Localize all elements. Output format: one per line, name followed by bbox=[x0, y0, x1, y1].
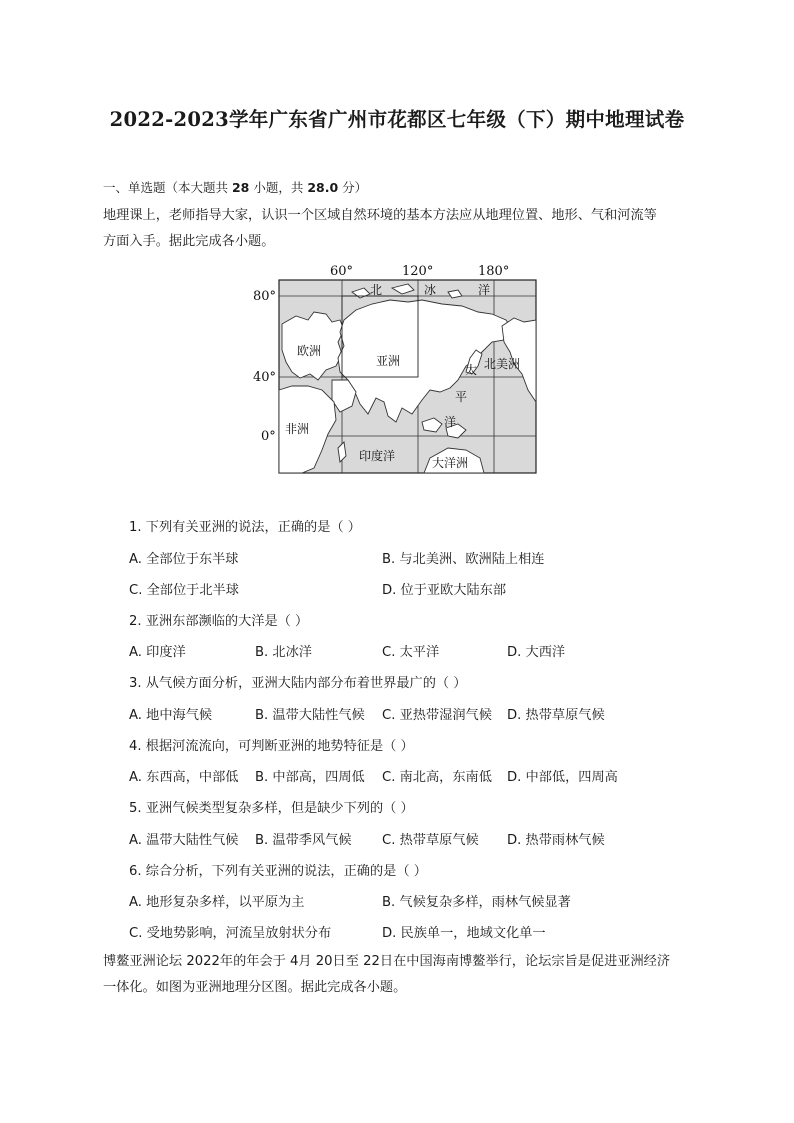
pacific-label-3: 洋 bbox=[444, 415, 457, 429]
question-3-option-a[interactable]: A. 地中海气候 bbox=[129, 708, 213, 723]
north-america-label: 北美洲 bbox=[484, 357, 521, 371]
arctic-label-3: 洋 bbox=[478, 283, 491, 297]
africa-label: 非洲 bbox=[285, 422, 310, 436]
pacific-label-2: 平 bbox=[455, 390, 468, 404]
question-1-option-c[interactable]: C. 全部位于北半球 bbox=[129, 583, 239, 598]
question-4-option-d[interactable]: D. 中部低，四周高 bbox=[507, 770, 618, 785]
question-2-option-c[interactable]: C. 太平洋 bbox=[382, 645, 440, 660]
asia-label: 亚洲 bbox=[376, 354, 401, 368]
indian-ocean-label: 印度洋 bbox=[359, 449, 396, 463]
question-5-stem: 5. 亚洲气候类型复杂多样，但是缺少下列的（ ） bbox=[129, 801, 414, 816]
question-2-option-d[interactable]: D. 大西洋 bbox=[507, 645, 566, 660]
question-1-stem: 1. 下列有关亚洲的说法，正确的是（ ） bbox=[129, 520, 361, 535]
pacific-label-1: 太 bbox=[465, 363, 478, 377]
lat-label-0: 0° bbox=[261, 429, 276, 444]
lon-label-120: 120° bbox=[402, 264, 434, 279]
question-6-option-b[interactable]: B. 气候复杂多样，雨林气候显著 bbox=[382, 895, 571, 910]
question-5-option-c[interactable]: C. 热带草原气候 bbox=[382, 833, 479, 848]
oceania-label: 大洋洲 bbox=[432, 456, 469, 470]
question-2-stem: 2. 亚洲东部濒临的大洋是（ ） bbox=[129, 614, 309, 629]
question-4-stem: 4. 根据河流流向，可判断亚洲的地势特征是（ ） bbox=[129, 739, 414, 754]
question-6-stem: 6. 综合分析，下列有关亚洲的说法，正确的是（ ） bbox=[129, 864, 427, 879]
question-4-option-a[interactable]: A. 东西高，中部低 bbox=[129, 770, 239, 785]
lon-label-180: 180° bbox=[478, 264, 510, 279]
question-3-option-d[interactable]: D. 热带草原气候 bbox=[507, 708, 605, 723]
question-1-option-d[interactable]: D. 位于亚欧大陆东部 bbox=[382, 583, 507, 598]
arctic-label-2: 冰 bbox=[424, 283, 437, 297]
question-3-stem: 3. 从气候方面分析，亚洲大陆内部分布着世界最广的（ ） bbox=[129, 676, 467, 691]
lat-label-80: 80° bbox=[253, 289, 277, 304]
question-4-option-b[interactable]: B. 中部高，四周低 bbox=[255, 770, 365, 785]
question-1-option-a[interactable]: A. 全部位于东半球 bbox=[129, 552, 239, 567]
page-title: 2022-2023学年广东省广州市花都区七年级（下）期中地理试卷 bbox=[109, 108, 685, 131]
section-heading: 一、单选题（本大题共 28 小题，共 28.0 分） bbox=[103, 180, 368, 195]
question-1-option-b[interactable]: B. 与北美洲、欧洲陆上相连 bbox=[382, 552, 545, 567]
asia-map bbox=[252, 262, 542, 478]
outro-paragraph: 博鳌亚洲论坛 2022年的年会于 4月 20日至 22日在中国海南博鳌举行，论坛宗旨是促进亚洲经济 一体化。如图为亚洲地理分区图。据此完成各小题。 bbox=[103, 954, 671, 995]
question-5-option-a[interactable]: A. 温带大陆性气候 bbox=[129, 833, 239, 848]
question-6-option-a[interactable]: A. 地形复杂多样，以平原为主 bbox=[129, 895, 305, 910]
arctic-label-1: 北 bbox=[370, 283, 383, 297]
question-6-option-c[interactable]: C. 受地势影响，河流呈放射状分布 bbox=[129, 926, 332, 941]
question-2-option-b[interactable]: B. 北冰洋 bbox=[255, 645, 312, 660]
lon-label-60: 60° bbox=[330, 264, 354, 279]
question-5-option-b[interactable]: B. 温带季风气候 bbox=[255, 833, 352, 848]
question-4-option-c[interactable]: C. 南北高，东南低 bbox=[382, 770, 492, 785]
lat-label-40: 40° bbox=[253, 370, 277, 385]
question-2-option-a[interactable]: A. 印度洋 bbox=[129, 645, 186, 660]
question-5-option-d[interactable]: D. 热带雨林气候 bbox=[507, 833, 605, 848]
question-6-option-d[interactable]: D. 民族单一，地域文化单一 bbox=[382, 926, 546, 941]
intro-paragraph: 地理课上，老师指导大家，认识一个区域自然环境的基本方法应从地理位置、地形、气和河流等 方面入手。据此完成各小题。 bbox=[103, 208, 657, 249]
question-3-option-c[interactable]: C. 亚热带湿润气候 bbox=[382, 708, 492, 723]
question-count: 28 bbox=[231, 180, 250, 195]
question-3-option-b[interactable]: B. 温带大陆性气候 bbox=[255, 708, 365, 723]
europe-label: 欧洲 bbox=[297, 344, 322, 358]
total-score: 28.0 bbox=[307, 180, 339, 195]
